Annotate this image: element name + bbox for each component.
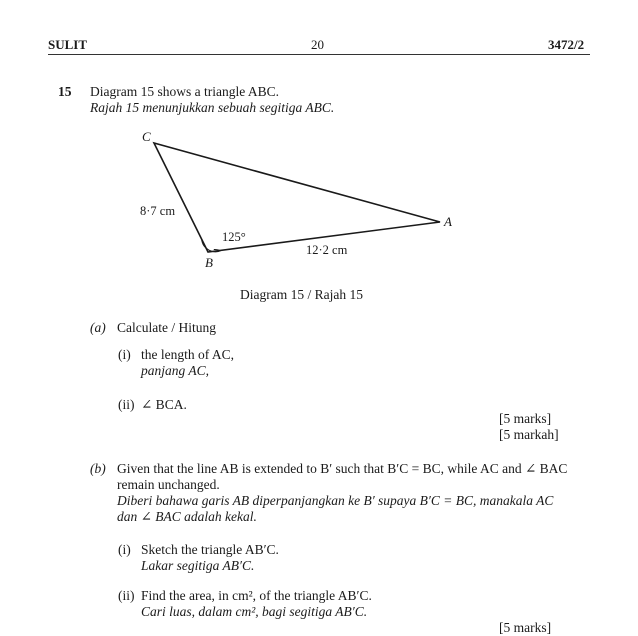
part-b-en-line2: remain unchanged. [117, 477, 220, 492]
side-bc-label: 8·7 cm [140, 204, 176, 218]
part-a-i-en: the length of AC, [141, 347, 234, 362]
triangle-diagram [0, 0, 638, 300]
diagram-caption: Diagram 15 / Rajah 15 [240, 287, 363, 302]
vertex-c-label: C [142, 129, 151, 144]
part-b-en-line1: Given that the line AB is extended to B′ such that B′C = BC, while AC and ∠ BAC [117, 461, 568, 476]
part-b-ii-ms: Cari luas, dalam cm², bagi segitiga AB′C. [141, 604, 368, 619]
part-b-i-en: Sketch the triangle AB′C. [141, 542, 279, 557]
question-number: 15 [58, 84, 72, 99]
part-b-i-number: (i) [118, 542, 131, 557]
angle-b-label: 125° [222, 230, 246, 244]
part-a-marks-ms: [5 markah] [499, 427, 559, 442]
triangle-abc [154, 143, 440, 252]
part-b-ms-line1: Diberi bahawa garis AB diperpanjangkan ke B′ supaya B′C = BC, manakala AC [117, 493, 554, 508]
intro-en: Diagram 15 shows a triangle ABC. [90, 84, 279, 99]
part-a-ii-number: (ii) [118, 397, 135, 412]
part-b-ms-line2: dan ∠ BAC adalah kekal. [117, 509, 257, 524]
part-b-marks-en: [5 marks] [499, 620, 552, 635]
part-a-text: Calculate / Hitung [117, 320, 216, 335]
part-a-marks-en: [5 marks] [499, 411, 552, 426]
part-a-i-number: (i) [118, 347, 131, 362]
part-a-ii-text: ∠ BCA. [141, 397, 187, 412]
vertex-a-label: A [444, 214, 452, 229]
part-b-label: (b) [90, 461, 106, 476]
part-b-i-ms: Lakar segitiga AB′C. [141, 558, 255, 573]
intro-ms: Rajah 15 menunjukkan sebuah segitiga ABC. [90, 100, 335, 115]
side-ba-label: 12·2 cm [306, 243, 348, 257]
part-a-i-ms: panjang AC, [141, 363, 210, 378]
paper-code: 3472/2 [548, 37, 585, 52]
vertex-b-label: B [205, 255, 213, 270]
header-left: SULIT [48, 37, 88, 52]
page-number: 20 [311, 37, 324, 52]
part-a-label: (a) [90, 320, 106, 335]
part-b-ii-number: (ii) [118, 588, 135, 603]
part-b-ii-en: Find the area, in cm², of the triangle AB′C. [141, 588, 372, 603]
